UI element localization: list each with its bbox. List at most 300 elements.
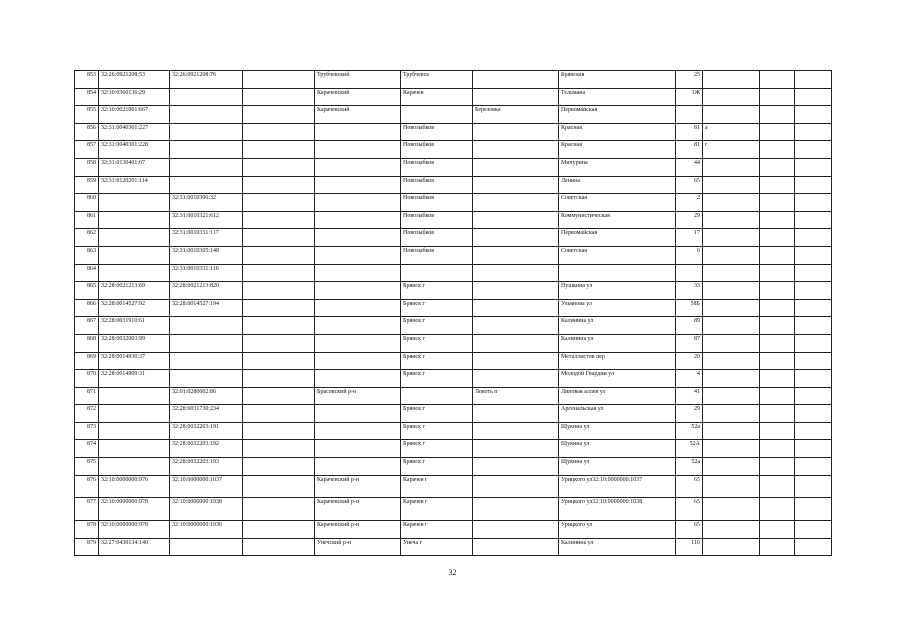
row-number-cell: 859 <box>75 176 99 194</box>
cadastral-number-cell <box>99 458 170 476</box>
settlement-cell: Локоть п <box>473 387 559 405</box>
street-cell: Щукина ул <box>559 422 676 440</box>
cadastral-number-2-cell: 32:28:0032203:192 <box>170 440 243 458</box>
extra-cell <box>760 88 795 106</box>
cadastral-number-2-cell: 32:28:0014527:194 <box>170 299 243 317</box>
row-number-cell: 870 <box>75 370 99 388</box>
row-number-cell: 876 <box>75 475 99 498</box>
cadastral-number-cell: 32:31:0040301:228 <box>99 141 170 159</box>
extra-cell-2 <box>795 106 832 124</box>
city-cell: Брянск г <box>401 334 473 352</box>
cadastral-number-cell: 32:28:0014909:31 <box>99 370 170 388</box>
house-number-cell: 52а <box>676 458 703 476</box>
extra-cell-2 <box>795 334 832 352</box>
extra-cell-2 <box>795 538 832 556</box>
address-register-table <box>74 70 832 556</box>
house-number-cell: 17 <box>676 229 703 247</box>
city-cell: Новозыбков <box>401 123 473 141</box>
street-cell: Липовая аллея ул <box>559 387 676 405</box>
extra-cell-2 <box>795 352 832 370</box>
district-cell <box>315 440 401 458</box>
empty-cell <box>243 71 315 89</box>
empty-cell <box>243 352 315 370</box>
letter-cell <box>703 158 760 176</box>
empty-cell <box>243 282 315 300</box>
cadastral-number-cell <box>99 246 170 264</box>
cadastral-number-cell <box>99 264 170 282</box>
district-cell <box>315 299 401 317</box>
street-cell: Красная <box>559 141 676 159</box>
table-row <box>75 158 832 176</box>
settlement-cell <box>473 475 559 498</box>
extra-cell-2 <box>795 194 832 212</box>
settlement-cell <box>473 422 559 440</box>
district-cell: Карачевский <box>315 106 401 124</box>
street-cell <box>559 264 676 282</box>
empty-cell <box>243 211 315 229</box>
empty-cell <box>243 387 315 405</box>
cadastral-number-cell <box>99 229 170 247</box>
extra-cell <box>760 141 795 159</box>
extra-cell-2 <box>795 521 832 539</box>
street-cell: Урицкого ул32:10:0000000:1037 <box>559 475 676 498</box>
extra-cell-2 <box>795 370 832 388</box>
cadastral-number-cell: 32:10:0360136:29 <box>99 88 170 106</box>
house-number-cell: 52а <box>676 422 703 440</box>
extra-cell <box>760 370 795 388</box>
cadastral-number-cell: 32:10:0000000:976 <box>99 475 170 498</box>
settlement-cell <box>473 458 559 476</box>
house-number-cell: 2 <box>676 194 703 212</box>
table-row <box>75 229 832 247</box>
settlement-cell <box>473 211 559 229</box>
settlement-cell <box>473 88 559 106</box>
city-cell: Трубчевск <box>401 71 473 89</box>
row-number-cell: 879 <box>75 538 99 556</box>
city-cell <box>401 387 473 405</box>
cadastral-number-cell: 32:31:0040301:227 <box>99 123 170 141</box>
district-cell <box>315 158 401 176</box>
row-number-cell: 854 <box>75 88 99 106</box>
city-cell <box>401 264 473 282</box>
cadastral-number-cell <box>99 194 170 212</box>
row-number-cell: 857 <box>75 141 99 159</box>
extra-cell-2 <box>795 282 832 300</box>
street-cell: Урицкого ул32:10:0000000:1038 <box>559 498 676 521</box>
extra-cell-2 <box>795 158 832 176</box>
extra-cell <box>760 521 795 539</box>
district-cell <box>315 317 401 335</box>
district-cell: Карачевский <box>315 88 401 106</box>
empty-cell <box>243 538 315 556</box>
city-cell: Брянск г <box>401 317 473 335</box>
cadastral-number-cell: 32:28:0021213:69 <box>99 282 170 300</box>
extra-cell <box>760 229 795 247</box>
table-row <box>75 317 832 335</box>
cadastral-number-cell: 32:28:0032003:99 <box>99 334 170 352</box>
extra-cell-2 <box>795 141 832 159</box>
settlement-cell <box>473 405 559 423</box>
table-row <box>75 211 832 229</box>
letter-cell <box>703 405 760 423</box>
cadastral-number-cell: 32:28:0031910:61 <box>99 317 170 335</box>
house-number-cell: 87 <box>676 334 703 352</box>
row-number-cell: 878 <box>75 521 99 539</box>
house-number-cell: 29 <box>676 405 703 423</box>
extra-cell <box>760 458 795 476</box>
city-cell: Брянск г <box>401 440 473 458</box>
cadastral-number-2-cell: 32:31:0010331:116 <box>170 264 243 282</box>
extra-cell-2 <box>795 422 832 440</box>
house-number-cell: 29 <box>676 211 703 229</box>
empty-cell <box>243 123 315 141</box>
street-cell: Калинина ул <box>559 538 676 556</box>
extra-cell <box>760 405 795 423</box>
house-number-cell: 81 <box>676 123 703 141</box>
letter-cell <box>703 246 760 264</box>
settlement-cell <box>473 299 559 317</box>
extra-cell <box>760 264 795 282</box>
city-cell: Новозыбков <box>401 211 473 229</box>
street-cell: Калинина ул <box>559 317 676 335</box>
table-row <box>75 440 832 458</box>
district-cell: Карачевский р-н <box>315 475 401 498</box>
table-row <box>75 405 832 423</box>
street-cell: Первомайская <box>559 106 676 124</box>
house-number-cell: 44 <box>676 158 703 176</box>
row-number-cell: 871 <box>75 387 99 405</box>
table-row <box>75 194 832 212</box>
city-cell: Брянск г <box>401 299 473 317</box>
letter-cell: г <box>703 141 760 159</box>
table-row <box>75 521 832 539</box>
letter-cell <box>703 498 760 521</box>
extra-cell-2 <box>795 211 832 229</box>
street-cell: Советская <box>559 194 676 212</box>
letter-cell <box>703 264 760 282</box>
extra-cell <box>760 176 795 194</box>
district-cell <box>315 123 401 141</box>
table-row <box>75 475 832 498</box>
row-number-cell: 875 <box>75 458 99 476</box>
extra-cell <box>760 71 795 89</box>
table-row <box>75 458 832 476</box>
table-row <box>75 334 832 352</box>
extra-cell-2 <box>795 88 832 106</box>
cadastral-number-2-cell <box>170 317 243 335</box>
city-cell: Брянск г <box>401 282 473 300</box>
settlement-cell <box>473 521 559 539</box>
city-cell: Новозыбков <box>401 246 473 264</box>
city-cell: Брянск г <box>401 370 473 388</box>
cadastral-number-cell <box>99 422 170 440</box>
cadastral-number-2-cell: 32:28:0021213:820 <box>170 282 243 300</box>
settlement-cell <box>473 538 559 556</box>
table-row <box>75 352 832 370</box>
house-number-cell: 6 <box>676 246 703 264</box>
cadastral-number-cell <box>99 211 170 229</box>
letter-cell <box>703 334 760 352</box>
house-number-cell: 89 <box>676 317 703 335</box>
district-cell: Карачевский р-н <box>315 521 401 539</box>
empty-cell <box>243 141 315 159</box>
empty-cell <box>243 299 315 317</box>
table-row <box>75 141 832 159</box>
house-number-cell: 65 <box>676 176 703 194</box>
district-cell <box>315 194 401 212</box>
city-cell: Брянск г <box>401 352 473 370</box>
city-cell: Карачев <box>401 88 473 106</box>
extra-cell-2 <box>795 405 832 423</box>
cadastral-number-2-cell: 32:01:0280002:86 <box>170 387 243 405</box>
house-number-cell: 20 <box>676 352 703 370</box>
extra-cell-2 <box>795 123 832 141</box>
district-cell <box>315 458 401 476</box>
city-cell: Новозыбков <box>401 176 473 194</box>
empty-cell <box>243 317 315 335</box>
district-cell: Трубчевский <box>315 71 401 89</box>
city-cell: Унеча г <box>401 538 473 556</box>
letter-cell: а <box>703 123 760 141</box>
row-number-cell: 867 <box>75 317 99 335</box>
house-number-cell <box>676 264 703 282</box>
empty-cell <box>243 334 315 352</box>
row-number-cell: 861 <box>75 211 99 229</box>
district-cell <box>315 334 401 352</box>
house-number-cell: 4 <box>676 370 703 388</box>
cadastral-number-cell <box>99 387 170 405</box>
street-cell: Урицкого ул <box>559 521 676 539</box>
house-number-cell: 41 <box>676 387 703 405</box>
city-cell: Новозыбков <box>401 194 473 212</box>
empty-cell <box>243 158 315 176</box>
empty-cell <box>243 229 315 247</box>
extra-cell <box>760 334 795 352</box>
settlement-cell <box>473 352 559 370</box>
row-number-cell: 877 <box>75 498 99 521</box>
house-number-cell: 58Б <box>676 299 703 317</box>
district-cell <box>315 141 401 159</box>
settlement-cell <box>473 498 559 521</box>
extra-cell-2 <box>795 458 832 476</box>
cadastral-number-2-cell: 32:31:0010306:32 <box>170 194 243 212</box>
cadastral-number-2-cell <box>170 538 243 556</box>
district-cell <box>315 405 401 423</box>
extra-cell <box>760 352 795 370</box>
cadastral-number-2-cell <box>170 158 243 176</box>
cadastral-number-cell: 32:10:0000000:978 <box>99 498 170 521</box>
table-row <box>75 282 832 300</box>
letter-cell <box>703 387 760 405</box>
district-cell: Карачевский р-н <box>315 498 401 521</box>
row-number-cell: 863 <box>75 246 99 264</box>
settlement-cell <box>473 317 559 335</box>
city-cell: Новозыбков <box>401 158 473 176</box>
city-cell: Брянск г <box>401 422 473 440</box>
cadastral-number-2-cell <box>170 123 243 141</box>
empty-cell <box>243 440 315 458</box>
settlement-cell <box>473 282 559 300</box>
extra-cell-2 <box>795 387 832 405</box>
letter-cell <box>703 229 760 247</box>
empty-cell <box>243 194 315 212</box>
page-number: 32 <box>448 568 457 577</box>
row-number-cell: 864 <box>75 264 99 282</box>
district-cell <box>315 264 401 282</box>
street-cell: Пушкина ул <box>559 282 676 300</box>
settlement-cell <box>473 440 559 458</box>
table-row <box>75 176 832 194</box>
cadastral-number-2-cell: 32:31:0010331:117 <box>170 229 243 247</box>
street-cell: Брянская <box>559 71 676 89</box>
cadastral-number-2-cell: 32:28:0031730:234 <box>170 405 243 423</box>
row-number-cell: 853 <box>75 71 99 89</box>
settlement-cell <box>473 123 559 141</box>
cadastral-number-cell <box>99 440 170 458</box>
letter-cell <box>703 194 760 212</box>
table-row <box>75 538 832 556</box>
row-number-cell: 873 <box>75 422 99 440</box>
district-cell <box>315 370 401 388</box>
extra-cell <box>760 106 795 124</box>
extra-cell-2 <box>795 440 832 458</box>
settlement-cell: Березовка <box>473 106 559 124</box>
extra-cell <box>760 422 795 440</box>
street-cell: Щукина ул <box>559 458 676 476</box>
cadastral-number-cell: 32:31:0130401:67 <box>99 158 170 176</box>
settlement-cell <box>473 370 559 388</box>
row-number-cell: 855 <box>75 106 99 124</box>
house-number-cell: 33 <box>676 282 703 300</box>
street-cell: Арсенальская ул <box>559 405 676 423</box>
city-cell: Брянск г <box>401 405 473 423</box>
cadastral-number-cell: 32:26:0921208:53 <box>99 71 170 89</box>
row-number-cell: 858 <box>75 158 99 176</box>
extra-cell <box>760 317 795 335</box>
house-number-cell: 1Ж <box>676 88 703 106</box>
table-body <box>75 71 832 556</box>
extra-cell <box>760 123 795 141</box>
letter-cell <box>703 106 760 124</box>
district-cell <box>315 211 401 229</box>
table-row <box>75 264 832 282</box>
cadastral-number-cell: 32:28:0014930:37 <box>99 352 170 370</box>
row-number-cell: 869 <box>75 352 99 370</box>
empty-cell <box>243 422 315 440</box>
cadastral-number-2-cell: 32:31:0010321:612 <box>170 211 243 229</box>
extra-cell-2 <box>795 299 832 317</box>
extra-cell-2 <box>795 317 832 335</box>
row-number-cell: 865 <box>75 282 99 300</box>
cadastral-number-cell: 32:27:0430134:140 <box>99 538 170 556</box>
settlement-cell <box>473 229 559 247</box>
extra-cell <box>760 538 795 556</box>
letter-cell <box>703 538 760 556</box>
empty-cell <box>243 370 315 388</box>
settlement-cell <box>473 176 559 194</box>
cadastral-number-2-cell: 32:26:0921208:76 <box>170 71 243 89</box>
settlement-cell <box>473 158 559 176</box>
table-row <box>75 387 832 405</box>
extra-cell <box>760 211 795 229</box>
cadastral-number-2-cell <box>170 334 243 352</box>
house-number-cell: 110 <box>676 538 703 556</box>
cadastral-number-2-cell: 32:28:0032203:191 <box>170 422 243 440</box>
settlement-cell <box>473 71 559 89</box>
extra-cell <box>760 299 795 317</box>
row-number-cell: 856 <box>75 123 99 141</box>
district-cell <box>315 282 401 300</box>
extra-cell-2 <box>795 264 832 282</box>
settlement-cell <box>473 246 559 264</box>
letter-cell <box>703 352 760 370</box>
house-number-cell: 65 <box>676 498 703 521</box>
empty-cell <box>243 176 315 194</box>
street-cell: Ленина <box>559 176 676 194</box>
letter-cell <box>703 299 760 317</box>
table-row <box>75 71 832 89</box>
empty-cell <box>243 264 315 282</box>
cadastral-number-2-cell <box>170 176 243 194</box>
city-cell: Карачев г <box>401 498 473 521</box>
cadastral-number-2-cell <box>170 106 243 124</box>
cadastral-number-2-cell: 32:10:0000000:1037 <box>170 475 243 498</box>
table-row <box>75 370 832 388</box>
cadastral-number-2-cell <box>170 141 243 159</box>
street-cell: Первомайская <box>559 229 676 247</box>
empty-cell <box>243 405 315 423</box>
cadastral-number-2-cell: 32:10:0000000:1038 <box>170 498 243 521</box>
district-cell <box>315 229 401 247</box>
cadastral-number-2-cell <box>170 88 243 106</box>
house-number-cell: 65 <box>676 521 703 539</box>
city-cell <box>401 106 473 124</box>
settlement-cell <box>473 141 559 159</box>
street-cell: Металлистов пер <box>559 352 676 370</box>
district-cell <box>315 176 401 194</box>
empty-cell <box>243 88 315 106</box>
street-cell: Молодой Гвардии ул <box>559 370 676 388</box>
row-number-cell: 866 <box>75 299 99 317</box>
letter-cell <box>703 370 760 388</box>
empty-cell <box>243 246 315 264</box>
extra-cell <box>760 498 795 521</box>
empty-cell <box>243 106 315 124</box>
cadastral-number-cell: 32:10:0000000:978 <box>99 521 170 539</box>
row-number-cell: 860 <box>75 194 99 212</box>
street-cell: Красная <box>559 123 676 141</box>
extra-cell-2 <box>795 498 832 521</box>
letter-cell <box>703 71 760 89</box>
extra-cell-2 <box>795 475 832 498</box>
extra-cell-2 <box>795 176 832 194</box>
row-number-cell: 868 <box>75 334 99 352</box>
letter-cell <box>703 176 760 194</box>
row-number-cell: 872 <box>75 405 99 423</box>
street-cell: Щукина ул <box>559 440 676 458</box>
cadastral-number-2-cell <box>170 370 243 388</box>
cadastral-number-cell <box>99 405 170 423</box>
district-cell <box>315 246 401 264</box>
cadastral-number-cell: 32:10:0021001:667 <box>99 106 170 124</box>
district-cell <box>315 422 401 440</box>
extra-cell <box>760 194 795 212</box>
letter-cell <box>703 317 760 335</box>
empty-cell <box>243 475 315 498</box>
row-number-cell: 862 <box>75 229 99 247</box>
table-row <box>75 106 832 124</box>
letter-cell <box>703 440 760 458</box>
